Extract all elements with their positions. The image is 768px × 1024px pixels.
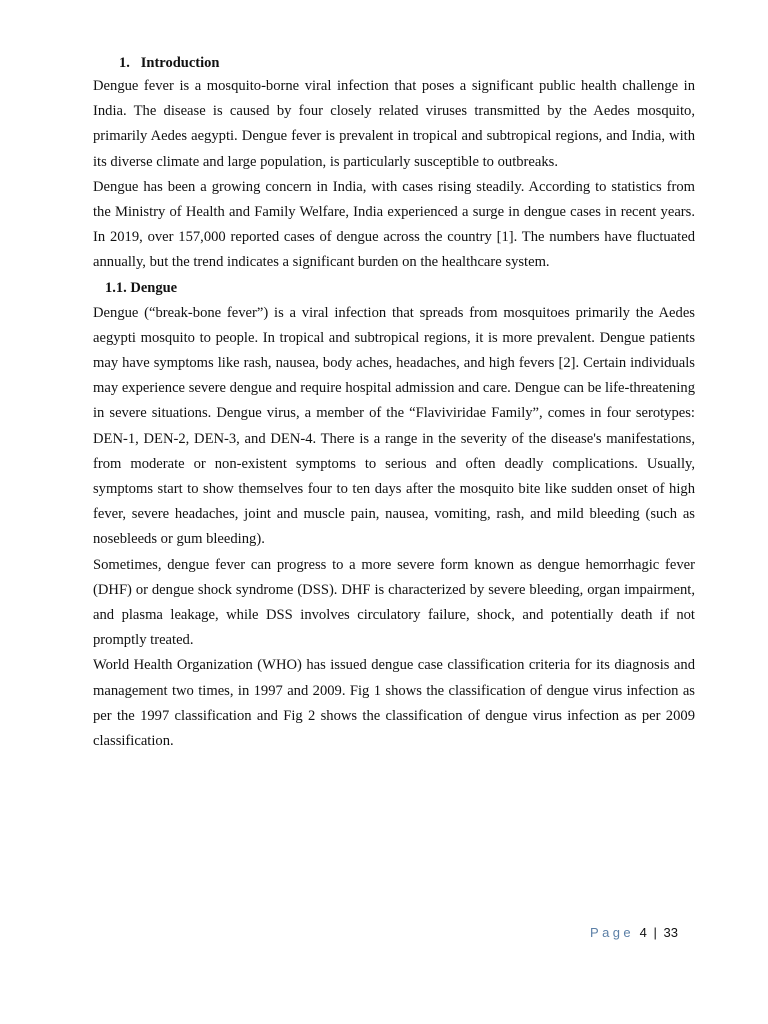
page-separator: |	[653, 925, 657, 940]
page-label: Page	[590, 925, 634, 940]
section-title: Introduction	[140, 55, 220, 71]
dengue-paragraph-1: Dengue (“break-bone fever”) is a viral infection that spreads from mosquitoes primarily the Aedes aegypti mosquito to people. In tropical and subtropical regions, it is more prevalent. Dengue patients may have symptoms like rash, nausea, body aches, headaches, and high fevers [2]. Certain individuals may experience severe dengue and require hospital admission and care. Dengue can be life-threatening in severe situations. Dengue virus, a member of the “Flaviviridae Family”, comes in four serotypes: DEN-1, DEN-2, DEN-3, and DEN-4. There is a range in the severity of the disease's manifestations, from moderate or non-existent symptoms to serious and often deadly complications. Usually, symptoms start to show themselves four to ten days after the mosquito bite like sudden onset of high fever, severe headaches, joint and muscle pain, nausea, vomiting, rash, and mild bleeding (such as nosebleeds or gum bleeding).	[93, 304, 695, 548]
subsection-heading-dengue	[93, 276, 695, 301]
section-heading-introduction	[93, 52, 695, 74]
page-number: 4	[639, 925, 647, 940]
section-number: 1.	[119, 55, 130, 71]
page-footer	[590, 924, 678, 942]
intro-paragraph-2: Dengue has been a growing concern in India, with cases rising steadily. According to statistics from the Ministry of Health and Family Welfare, India experienced a surge in dengue cases in recent years. In 2019, over 157,000 reported cases of dengue across the country [1]. The numbers have fluctuated annually, but the trend indicates a significant burden on the healthcare system.	[93, 178, 695, 271]
subsection-number: 1.1.	[105, 279, 127, 296]
intro-paragraph-1: Dengue fever is a mosquito-borne viral infection that poses a significant public health challenge in India. The disease is caused by four closely related viruses transmitted by the Aedes mosquito, primarily Aedes aegypti. Dengue fever is prevalent in tropical and subtropical regions, and India, with its diverse climate and large population, is particularly susceptible to outbreaks.	[93, 78, 695, 170]
subsection-title: Dengue	[130, 279, 178, 296]
document-page	[93, 52, 695, 754]
page-total: 33	[663, 925, 678, 940]
dengue-paragraph-2: Sometimes, dengue fever can progress to a more severe form known as dengue hemorrhagic fever (DHF) or dengue shock syndrome (DSS). DHF is characterized by severe bleeding, organ impairment, and plasma leakage, while DSS involves circulatory failure, shock, and potentially death if not promptly treated.	[93, 556, 695, 649]
dengue-paragraph-3: World Health Organization (WHO) has issued dengue case classification criteria for its diagnosis and management two times, in 1997 and 2009. Fig 1 shows the classification of dengue virus infection as per the 1997 classification and Fig 2 shows the classification of dengue virus infection as per 2009 classification.	[93, 657, 695, 750]
